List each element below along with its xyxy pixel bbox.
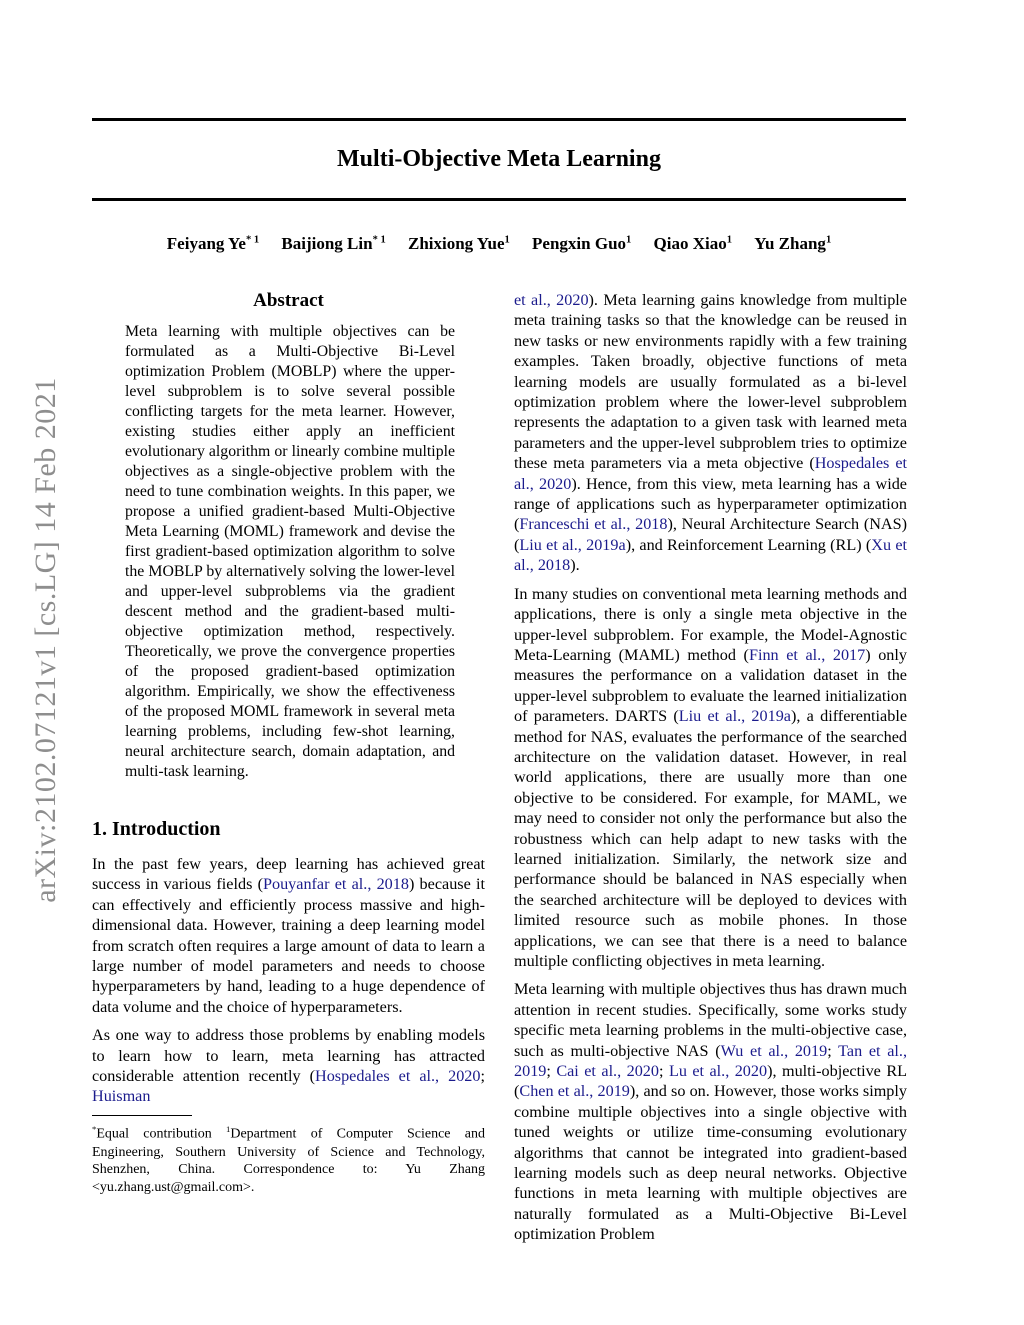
citation-link[interactable]: Lu et al., 2020 (668, 1062, 768, 1081)
citation-link[interactable]: Chen et al., 2019 (519, 1082, 630, 1101)
intro-paragraph-2 (92, 1025, 485, 1107)
right-paragraph-3 (514, 979, 907, 1244)
author-name: Zhixiong Yue (407, 234, 505, 253)
citation-link[interactable]: Wu et al., 2019 (720, 1041, 828, 1060)
text-run: Meta learning with multiple objectives thus has drawn much attention in recent studies. Specifically, some works study specific meta learning problems in the multi-objective case, such as multi-objective NAS ( (514, 980, 907, 1060)
author (532, 234, 631, 253)
text-run: ). Meta learning gains knowledge from multiple meta training tasks so that the knowledge can be reused in new tasks or new environments rapidly with a few training examples. Taken broadly, objective functions of meta learning models are usually formulated as a bi-level optimization problem where the lower-level subproblem represents the adaptation to a given task with learned meta parameters and the upper-level subproblem tries to optimize these meta parameters via a meta objective ( (514, 291, 907, 473)
arxiv-banner-text: arXiv:2102.07121v1 [cs.LG] 14 Feb 2021 (29, 377, 62, 903)
intro-paragraph-1 (92, 854, 485, 1017)
author (167, 234, 259, 253)
text-run: ; (546, 1062, 557, 1081)
right-column (514, 290, 907, 1253)
section-heading-introduction: 1. Introduction (92, 818, 221, 840)
text-run: ), multi-objective RL ( (514, 1062, 908, 1101)
text-run: ). Hence, from this view, meta learning has a wide range of applications such as hyperparameter optimization ( (514, 474, 907, 534)
title-rule-bottom (92, 198, 906, 201)
author-affiliation-mark: * 1 (245, 234, 260, 246)
text-run: ; (658, 1062, 669, 1081)
author-name: Qiao Xiao (653, 234, 727, 253)
author-affiliation-mark: 1 (626, 234, 632, 246)
author-affiliation-mark: 1 (825, 234, 832, 246)
citation-link[interactable]: Franceschi et al., 2018 (519, 515, 668, 534)
citation-link[interactable]: Xu et al., 2018 (514, 535, 908, 575)
footnote-text (92, 1121, 485, 1196)
abstract-text: Meta learning with multiple objectives can be formulated as a Multi-Objective Bi-Level optimization Problem (MOBLP) where the upper-level subproblem is to solve several possible conflicting targets for the meta learner. However, existing studies either apply an inefficient evolutionary algorithm or linearly combine multiple objectives as a single-objective problem with the need to tune combination weights. In this paper, we propose a unified gradient-based Multi-Objective Meta Learning (MOML) framework and devise the first gradient-based optimization algorithm to solve the MOBLP by alternatively solving the lower-level and upper-level subproblems via the gradient descent method and the gradient-based multi-objective optimization method, respectively. Theoretically, we prove the convergence properties of the proposed gradient-based optimization algorithm. Empirically, we show the effectiveness of the proposed MOML framework in several meta learning problems, including few-shot learning, neural architecture search, domain adaptation, and multi-task learning. (125, 323, 455, 780)
text-run: ; (480, 1067, 485, 1086)
footnote-rule (92, 1115, 192, 1117)
right-paragraph-1 (514, 290, 907, 576)
footnote-marker: * (92, 1124, 97, 1135)
right-paragraph-2 (514, 584, 907, 972)
citation-link[interactable]: Tan et al., 2019 (514, 1041, 907, 1081)
author-affiliation-mark: * 1 (372, 234, 386, 246)
author-affiliation-mark: 1 (726, 234, 733, 246)
citation-link[interactable]: Liu et al., 2019a (678, 707, 791, 726)
citation-link[interactable]: Pouyanfar et al., 2018 (262, 875, 409, 894)
author (754, 234, 831, 253)
author-name: Feiyang Ye (166, 234, 246, 253)
left-column (92, 290, 485, 1196)
author-name: Baijiong Lin (281, 234, 373, 253)
title-rule-top (92, 118, 906, 121)
text-run: In many studies on conventional meta learning methods and applications, there is only a single meta objective in the upper-level subproblem. For example, the Model-Agnostic Meta-Learning (MAML) method ( (514, 584, 907, 664)
text-run: As one way to address those problems by enabling models to learn how to learn, meta learning has attracted considerable attention recently ( (92, 1026, 485, 1086)
author-affiliation-mark: 1 (504, 234, 510, 246)
text-run: Equal contribution (96, 1127, 227, 1143)
text-run: ). (570, 556, 580, 575)
citation-link[interactable]: Liu et al., 2019a (519, 535, 626, 554)
text-run: ; (827, 1041, 839, 1060)
text-run: ), a differentiable method for NAS, evaluates the performance of the searched architecture on the validation dataset. However, in real world applications, there are usually more than one objective to be considered. For example, for MAML, we may need to consider not only the performance but also the robustness which can help adapt to new tasks with the learned initialization. Similarly, the network size and performance should be balanced in NAS especially when the searched architecture will be deployed to devices with limited resource such as mobile phones. In those applications, we can see that there is a need to balance multiple conflicting objectives in meta learning. (514, 707, 907, 970)
citation-link[interactable]: Hospedales et al., 2020 (315, 1067, 481, 1086)
author (654, 234, 732, 253)
text-run: ), Neural Architecture Search (NAS) ( (514, 515, 908, 554)
author (281, 234, 385, 253)
text-run: ) because it can effectively and efficiently process massive and high-dimensional data. However, training a deep learning model from scratch often requires a large amount of data to learn a large number of model parameters and needs to choose hyperparameters by hand, leading to a huge dependence of data volume and the choice of hyperparameters. (92, 875, 485, 1016)
citation-link[interactable]: Hospedales et al., 2020 (514, 454, 908, 493)
footnote-marker: 1 (226, 1124, 231, 1135)
citation-link[interactable]: et al., 2020 (514, 291, 589, 309)
text-run: In the past few years, deep learning has achieved great success in various fields ( (92, 855, 485, 894)
author-line (92, 234, 906, 254)
citation-link[interactable]: Finn et al., 2017 (748, 645, 866, 664)
text-run: Department of Computer Science and Engineering, Southern University of Science and Technology, Shenzhen, China. Correspondence to: Yu Zhang <yu.zhang.ust@gmail.com>. (92, 1127, 485, 1195)
author (408, 234, 510, 253)
citation-link[interactable]: Huisman (92, 1087, 151, 1106)
paper-title: Multi-Objective Meta Learning (337, 146, 661, 172)
text-run: ) only measures the performance on a validation dataset in the upper-level subproblem to evaluate the learned initialization of parameters. DARTS ( (514, 645, 907, 726)
text-run: ), and Reinforcement Learning (RL) ( (625, 535, 872, 554)
author-name: Pengxin Guo (532, 234, 627, 253)
author-name: Yu Zhang (754, 234, 826, 253)
abstract-heading: Abstract (253, 290, 324, 311)
citation-link[interactable]: Cai et al., 2020 (556, 1062, 659, 1081)
text-run: ), and so on. However, those works simply combine multiple objectives into a single objective with tuned weights or utilize time-consuming evolutionary algorithms that cannot be integrated into gradient-based learning models such as deep neural networks. Objective functions in meta learning with multiple objectives are naturally formulated as a Multi-Objective Bi-Level optimization Problem (514, 1082, 907, 1244)
